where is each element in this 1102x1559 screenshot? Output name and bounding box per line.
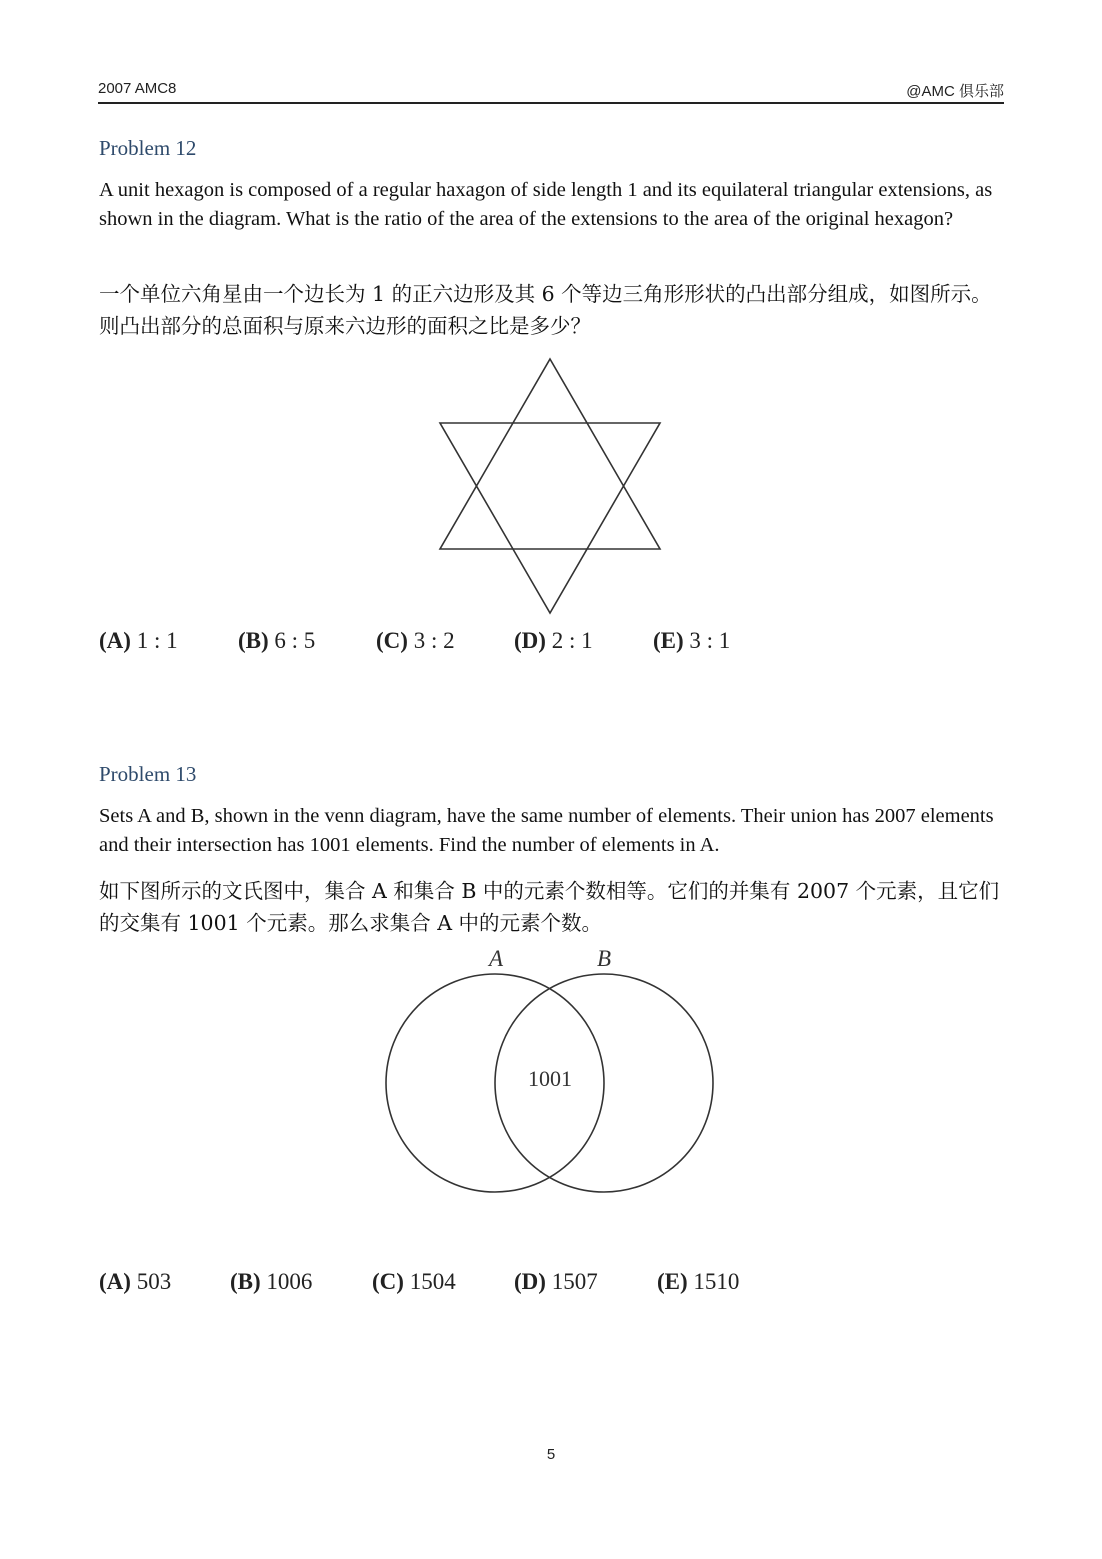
problem-12-text-cn: 一个单位六角星由一个边长为 1 的正六边形及其 6 个等边三角形形状的凸出部分组成，如图所示。则凸出部分的总面积与原来六边形的面积之比是多少？ xyxy=(99,282,992,338)
hexagram-diagram xyxy=(430,350,670,620)
choice-label: (A) xyxy=(99,628,131,653)
choice-value: 6 : 5 xyxy=(274,628,316,653)
choice-label: (B) xyxy=(238,628,269,653)
choice-value: 1 : 1 xyxy=(136,628,178,653)
problem-12-title: Problem 12 xyxy=(99,136,197,160)
choice-value: 1504 xyxy=(409,1269,456,1294)
venn-diagram xyxy=(380,940,720,1200)
choice-label: (E) xyxy=(657,1269,688,1294)
choice-value: 3 : 2 xyxy=(413,628,455,653)
choice-label: (C) xyxy=(372,1269,404,1294)
page-header xyxy=(98,80,1004,102)
venn-intersection-value: 1001 xyxy=(528,1066,572,1091)
choice-value: 1510 xyxy=(693,1269,740,1294)
choice-value: 1507 xyxy=(551,1269,598,1294)
choice-label: (E) xyxy=(653,628,684,653)
header-divider xyxy=(98,102,1004,104)
problem-12-choice-d[interactable] xyxy=(514,628,593,654)
choice-label: (B) xyxy=(230,1269,261,1294)
header-left-text: 2007 AMC8 xyxy=(98,80,177,97)
hexagram-upward-triangle xyxy=(440,359,660,549)
problem-13-title: Problem 13 xyxy=(99,762,197,786)
choice-value: 1006 xyxy=(266,1269,313,1294)
choice-label: (A) xyxy=(99,1269,131,1294)
problem-12-choice-a[interactable] xyxy=(99,628,178,654)
problem-13-choice-a[interactable] xyxy=(99,1269,171,1295)
problem-13-choice-d[interactable] xyxy=(514,1269,598,1295)
problem-13-choice-b[interactable] xyxy=(230,1269,312,1295)
choice-label: (D) xyxy=(514,628,546,653)
problem-12-choice-c[interactable] xyxy=(376,628,455,654)
header-right-text: @AMC 俱乐部 xyxy=(906,83,1004,100)
venn-label-b: B xyxy=(596,946,612,971)
problem-12-choice-b[interactable] xyxy=(238,628,315,654)
problem-13-text-cn: 如下图所示的文氏图中，集合 A 和集合 B 中的元素个数相等。它们的并集有 2007 个元素，且它们的交集有 1001 个元素。那么求集合 A 中的元素个数。 xyxy=(99,879,1000,935)
page-number: 5 xyxy=(546,1446,556,1463)
problem-13-choice-c[interactable] xyxy=(372,1269,456,1295)
problem-13-text-en: Sets A and B, shown in the venn diagram, have the same number of elements. Their union has 2007 elements and their intersection has 1001 elements. Find the number of elements in A. xyxy=(99,805,994,856)
problem-13-choice-e[interactable] xyxy=(657,1269,739,1295)
choice-value: 3 : 1 xyxy=(689,628,731,653)
problem-12-choice-e[interactable] xyxy=(653,628,730,654)
hexagram-downward-triangle xyxy=(440,423,660,613)
choice-value: 2 : 1 xyxy=(551,628,593,653)
choice-value: 503 xyxy=(136,1269,172,1294)
choice-label: (D) xyxy=(514,1269,546,1294)
problem-12-text-en: A unit hexagon is composed of a regular haxagon of side length 1 and its equilateral triangular extensions, as shown in the diagram. What is the ratio of the area of the extensions to the area of the original hexagon? xyxy=(99,179,993,230)
choice-label: (C) xyxy=(376,628,408,653)
venn-label-a: A xyxy=(488,946,504,971)
